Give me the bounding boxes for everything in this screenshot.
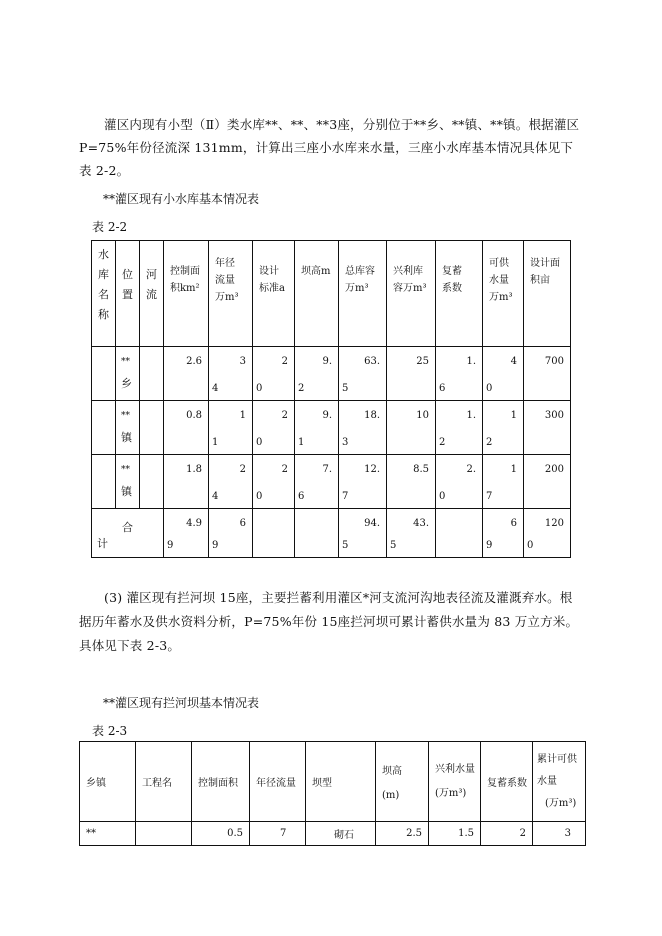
header-project-name: 工程名 bbox=[142, 778, 172, 789]
cell-value: 0 bbox=[527, 540, 534, 551]
cell-dam-height: 2.5 bbox=[406, 828, 422, 839]
cell-value: 6 bbox=[239, 518, 246, 529]
header-cumulative-supply-unit: (万m³) bbox=[545, 797, 577, 809]
cell-value: 2 bbox=[298, 383, 305, 394]
cell-value: 1 bbox=[510, 410, 517, 421]
header-cumulative-supply-2: 水量 bbox=[537, 775, 557, 787]
cell-value: 120 bbox=[544, 518, 564, 529]
cell-dam-type: 砌石 bbox=[334, 830, 354, 841]
cell-value: 3 bbox=[342, 437, 349, 448]
table-row bbox=[80, 822, 586, 846]
header-dam-type: 坝型 bbox=[312, 778, 332, 789]
header-annual-runoff: 年径流量 bbox=[256, 778, 296, 789]
table-2-3-label: 表 2-3 bbox=[92, 724, 128, 738]
cell-value: 2 bbox=[486, 437, 493, 448]
table-header-row bbox=[80, 742, 586, 822]
cell-township: ** bbox=[86, 828, 96, 839]
cell-cumulative-supply: 3 bbox=[564, 828, 571, 839]
cell-value: 2.6 bbox=[186, 356, 202, 367]
cell-value: 1. bbox=[466, 410, 476, 421]
cell-value: 0 bbox=[486, 383, 493, 394]
table-row bbox=[92, 401, 571, 455]
cell-value: 6 bbox=[510, 518, 517, 529]
table-header-row bbox=[92, 241, 571, 347]
cell-value: 5 bbox=[342, 383, 349, 394]
cell-value: 4 bbox=[510, 356, 517, 367]
cell-value: 9 bbox=[486, 540, 493, 551]
cell-value: 10 bbox=[416, 410, 429, 421]
cell-value: 6 bbox=[439, 383, 446, 394]
cell-value: 7 bbox=[342, 491, 349, 502]
cell-value: 63. bbox=[364, 356, 380, 367]
cell-value: 2 bbox=[239, 464, 246, 475]
cell-value: 3 bbox=[239, 356, 246, 367]
cell-value: 4 bbox=[212, 383, 219, 394]
cell-value: 5 bbox=[390, 540, 397, 551]
table-row bbox=[92, 347, 571, 401]
cell-value: 200 bbox=[544, 464, 564, 475]
table-2-2-title: **灌区现有小水库基本情况表 bbox=[103, 192, 260, 206]
header-annual-runoff: 年径流量万m³ bbox=[215, 258, 239, 303]
cell-annual-runoff: 7 bbox=[280, 828, 287, 839]
header-cumulative-supply: 累计可供 bbox=[537, 753, 577, 765]
cell-value: 0 bbox=[256, 383, 263, 394]
header-beneficial-capacity: 兴利库容万m³ bbox=[393, 266, 427, 294]
header-dam-height: 坝高m bbox=[301, 266, 331, 277]
cell-value: 300 bbox=[544, 410, 564, 421]
header-design-standard: 设计标准a bbox=[259, 266, 285, 294]
header-dam-height: 坝高 bbox=[382, 765, 402, 777]
cell-beneficial-water: 1.5 bbox=[458, 828, 474, 839]
cell-value: 4.9 bbox=[186, 518, 202, 529]
table-row bbox=[92, 455, 571, 509]
header-total-capacity: 总库容万m³ bbox=[345, 266, 375, 294]
header-beneficial-water-unit: (万m³) bbox=[435, 787, 467, 799]
location-prefix: ** bbox=[121, 465, 130, 475]
header-river: 河流 bbox=[146, 268, 157, 301]
cell-value: 43. bbox=[413, 518, 429, 529]
cell-value: 6 bbox=[298, 491, 305, 502]
cell-value: 1 bbox=[212, 437, 219, 448]
cell-value: 12. bbox=[364, 464, 380, 475]
table-2-3 bbox=[79, 741, 586, 846]
location-prefix: ** bbox=[121, 357, 130, 367]
table-2-3-title: **灌区现有拦河坝基本情况表 bbox=[103, 696, 260, 710]
cell-value: 1 bbox=[239, 410, 246, 421]
paragraph-2: (3) 灌区现有拦河坝 15座，主要拦蓄利用灌区*河支流河沟地表径流及灌溉弃水。根据历年蓄水及供水资料分析，P=75%年份 15座拦河坝可累计蓄供水量为 83 万立方米。具体见下表 2-3。 bbox=[79, 590, 579, 653]
location-suffix: 镇 bbox=[121, 485, 132, 498]
cell-value: 1 bbox=[510, 464, 517, 475]
cell-value: 2 bbox=[439, 437, 446, 448]
location-suffix: 镇 bbox=[121, 431, 132, 444]
cell-recharge-coefficient: 2 bbox=[519, 828, 526, 839]
cell-value: 7 bbox=[486, 491, 493, 502]
cell-value: 9 bbox=[167, 540, 174, 551]
location-suffix: 乡 bbox=[121, 377, 132, 390]
location-prefix: ** bbox=[121, 411, 130, 421]
cell-value: 9. bbox=[322, 356, 332, 367]
header-township: 乡镇 bbox=[86, 778, 106, 789]
cell-value: 4 bbox=[212, 491, 219, 502]
table-2-2 bbox=[91, 240, 571, 558]
header-control-area: 控制面积 bbox=[198, 778, 238, 789]
cell-value: 2 bbox=[281, 356, 288, 367]
table-2-2-label: 表 2-2 bbox=[92, 220, 128, 234]
cell-control-area: 0.5 bbox=[227, 828, 243, 839]
cell-value: 25 bbox=[416, 356, 429, 367]
header-recharge-coefficient: 复蓄系数 bbox=[442, 266, 462, 294]
header-available-water: 可供水量万m³ bbox=[489, 258, 513, 303]
cell-value: 1.8 bbox=[186, 464, 202, 475]
cell-value: 0 bbox=[439, 491, 446, 502]
header-reservoir-name: 水库名称 bbox=[98, 248, 109, 321]
header-control-area: 控制面积km² bbox=[170, 266, 200, 294]
paragraph-1: 灌区内现有小型（Ⅱ）类水库**、**、**3座，分别位于**乡、**镇、**镇。根据灌区 P=75%年份径流深 131mm，计算出三座小水库来水量，三座小水库基本情况具体见下表 2-2。 bbox=[79, 117, 580, 178]
cell-value: 1. bbox=[466, 356, 476, 367]
cell-value: 2 bbox=[281, 410, 288, 421]
cell-value: 9. bbox=[322, 410, 332, 421]
total-label: 合 bbox=[122, 521, 133, 534]
cell-value: 9 bbox=[212, 540, 219, 551]
header-design-area: 设计面积亩 bbox=[530, 258, 560, 286]
cell-value: 2 bbox=[281, 464, 288, 475]
cell-value: 94. bbox=[364, 518, 380, 529]
cell-value: 18. bbox=[364, 410, 380, 421]
table-total-row bbox=[92, 509, 571, 558]
cell-project-name bbox=[136, 822, 192, 846]
header-recharge-coefficient: 复蓄系数 bbox=[487, 778, 527, 789]
total-label: 计 bbox=[97, 537, 108, 550]
cell-value: 8.5 bbox=[413, 464, 429, 475]
cell-value: 0.8 bbox=[186, 410, 202, 421]
cell-value: 1 bbox=[298, 437, 305, 448]
cell-value: 7. bbox=[322, 464, 332, 475]
cell-value: 700 bbox=[544, 356, 564, 367]
cell-value: 5 bbox=[342, 540, 349, 551]
header-beneficial-water: 兴利水量 bbox=[435, 763, 475, 775]
cell-value: 0 bbox=[256, 437, 263, 448]
cell-value: 2. bbox=[466, 464, 476, 475]
header-location: 位置 bbox=[122, 268, 133, 301]
cell-value: 0 bbox=[256, 491, 263, 502]
header-dam-height-unit: (m) bbox=[382, 789, 400, 801]
